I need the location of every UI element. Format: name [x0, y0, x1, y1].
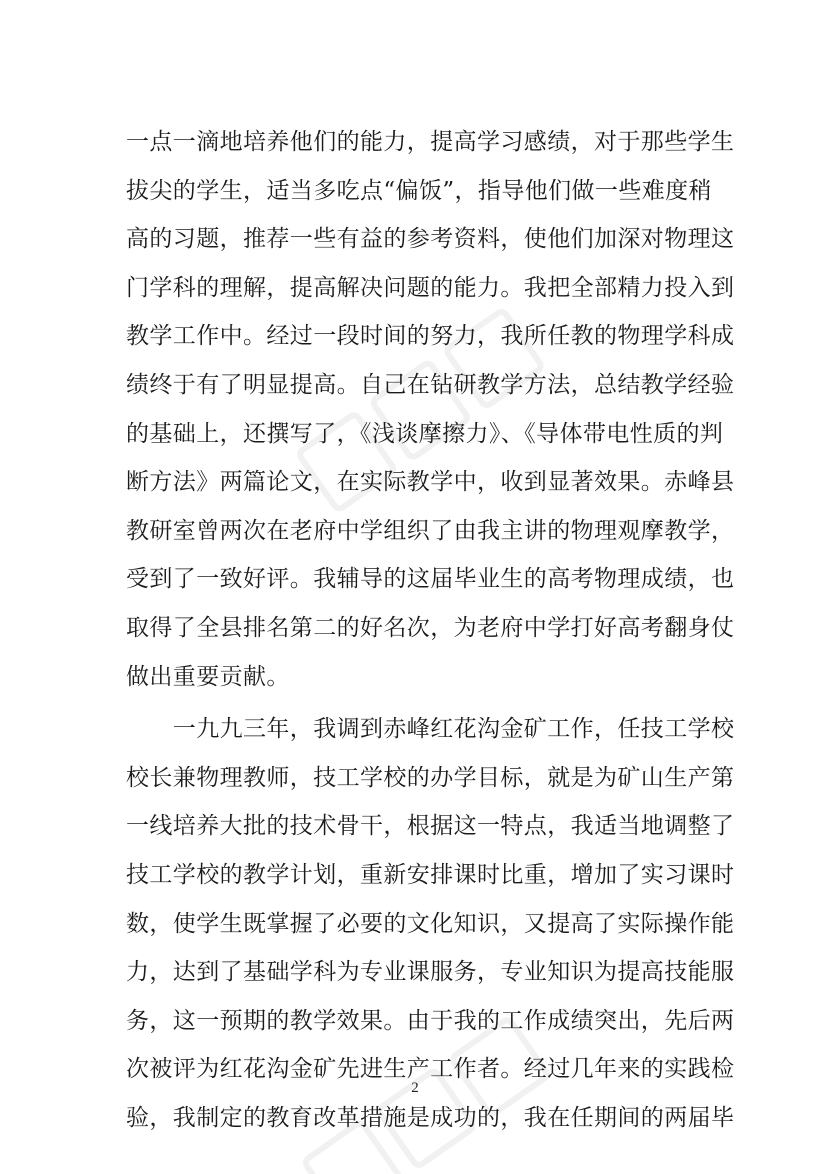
text-line: 做出重要贡献。 — [126, 663, 290, 690]
text-line: 高的习题，推荐一些有益的参考资料，使他们加深对物理这 — [126, 226, 735, 253]
text-line: 教研室曾两次在老府中学组织了由我主讲的物理观摩教学， — [126, 517, 735, 544]
text-line: 绩终于有了明显提高。自己在钻研教学方法，总结教学经验 — [126, 371, 735, 398]
text-line: 数，使学生既掌握了必要的文化知识，又提高了实际操作能 — [126, 910, 735, 937]
text-line: 一点一滴地培养他们的能力，提高学习感绩，对于那些学生 — [126, 129, 735, 155]
text-line: 一九九三年，我调到赤峰红花沟金矿工作，任技工学校 — [126, 716, 735, 743]
text-line: 拔尖的学生，适当多吃点“偏饭”，指导他们做一些难度稍 — [126, 177, 712, 204]
text-line: 校长兼物理教师，技工学校的办学目标，就是为矿山生产第 — [126, 764, 735, 791]
text-line: 门学科的理解，提高解决问题的能力。我把全部精力投入到 — [126, 274, 735, 301]
text-line: 技工学校的教学计划，重新安排课时比重，增加了实习课时 — [126, 861, 735, 888]
text-line: 次被评为红花沟金矿先进生产工作者。经过几年来的实践检 — [126, 1056, 735, 1083]
text-line: 教学工作中。经过一段时间的努力，我所任教的物理学科成 — [126, 323, 735, 350]
text-line: 一线培养大批的技术骨干，根据这一特点，我适当地调整了 — [126, 813, 735, 840]
text-line: 验，我制定的教育改革措施是成功的，我在任期间的两届毕 — [126, 1104, 735, 1131]
text-line: 断方法》两篇论文，在实际教学中，收到显著效果。赤峰县 — [126, 469, 735, 496]
text-line: 取得了全县排名第二的好名次，为老府中学打好高考翻身仗 — [126, 614, 735, 641]
text-line: 受到了一致好评。我辅导的这届毕业生的高考物理成绩，也 — [126, 566, 735, 593]
text-line: 务，这一预期的教学效果。由于我的工作成绩突出，先后两 — [126, 1007, 735, 1034]
text-line: 力，达到了基础学科为专业课服务，专业知识为提高技能服 — [126, 959, 735, 986]
page-number: 2 — [411, 1080, 419, 1096]
body-text — [126, 118, 735, 1142]
text-line: 的基础上，还撰写了，《浅谈摩擦力》、《导体带电性质的判 — [126, 420, 724, 447]
